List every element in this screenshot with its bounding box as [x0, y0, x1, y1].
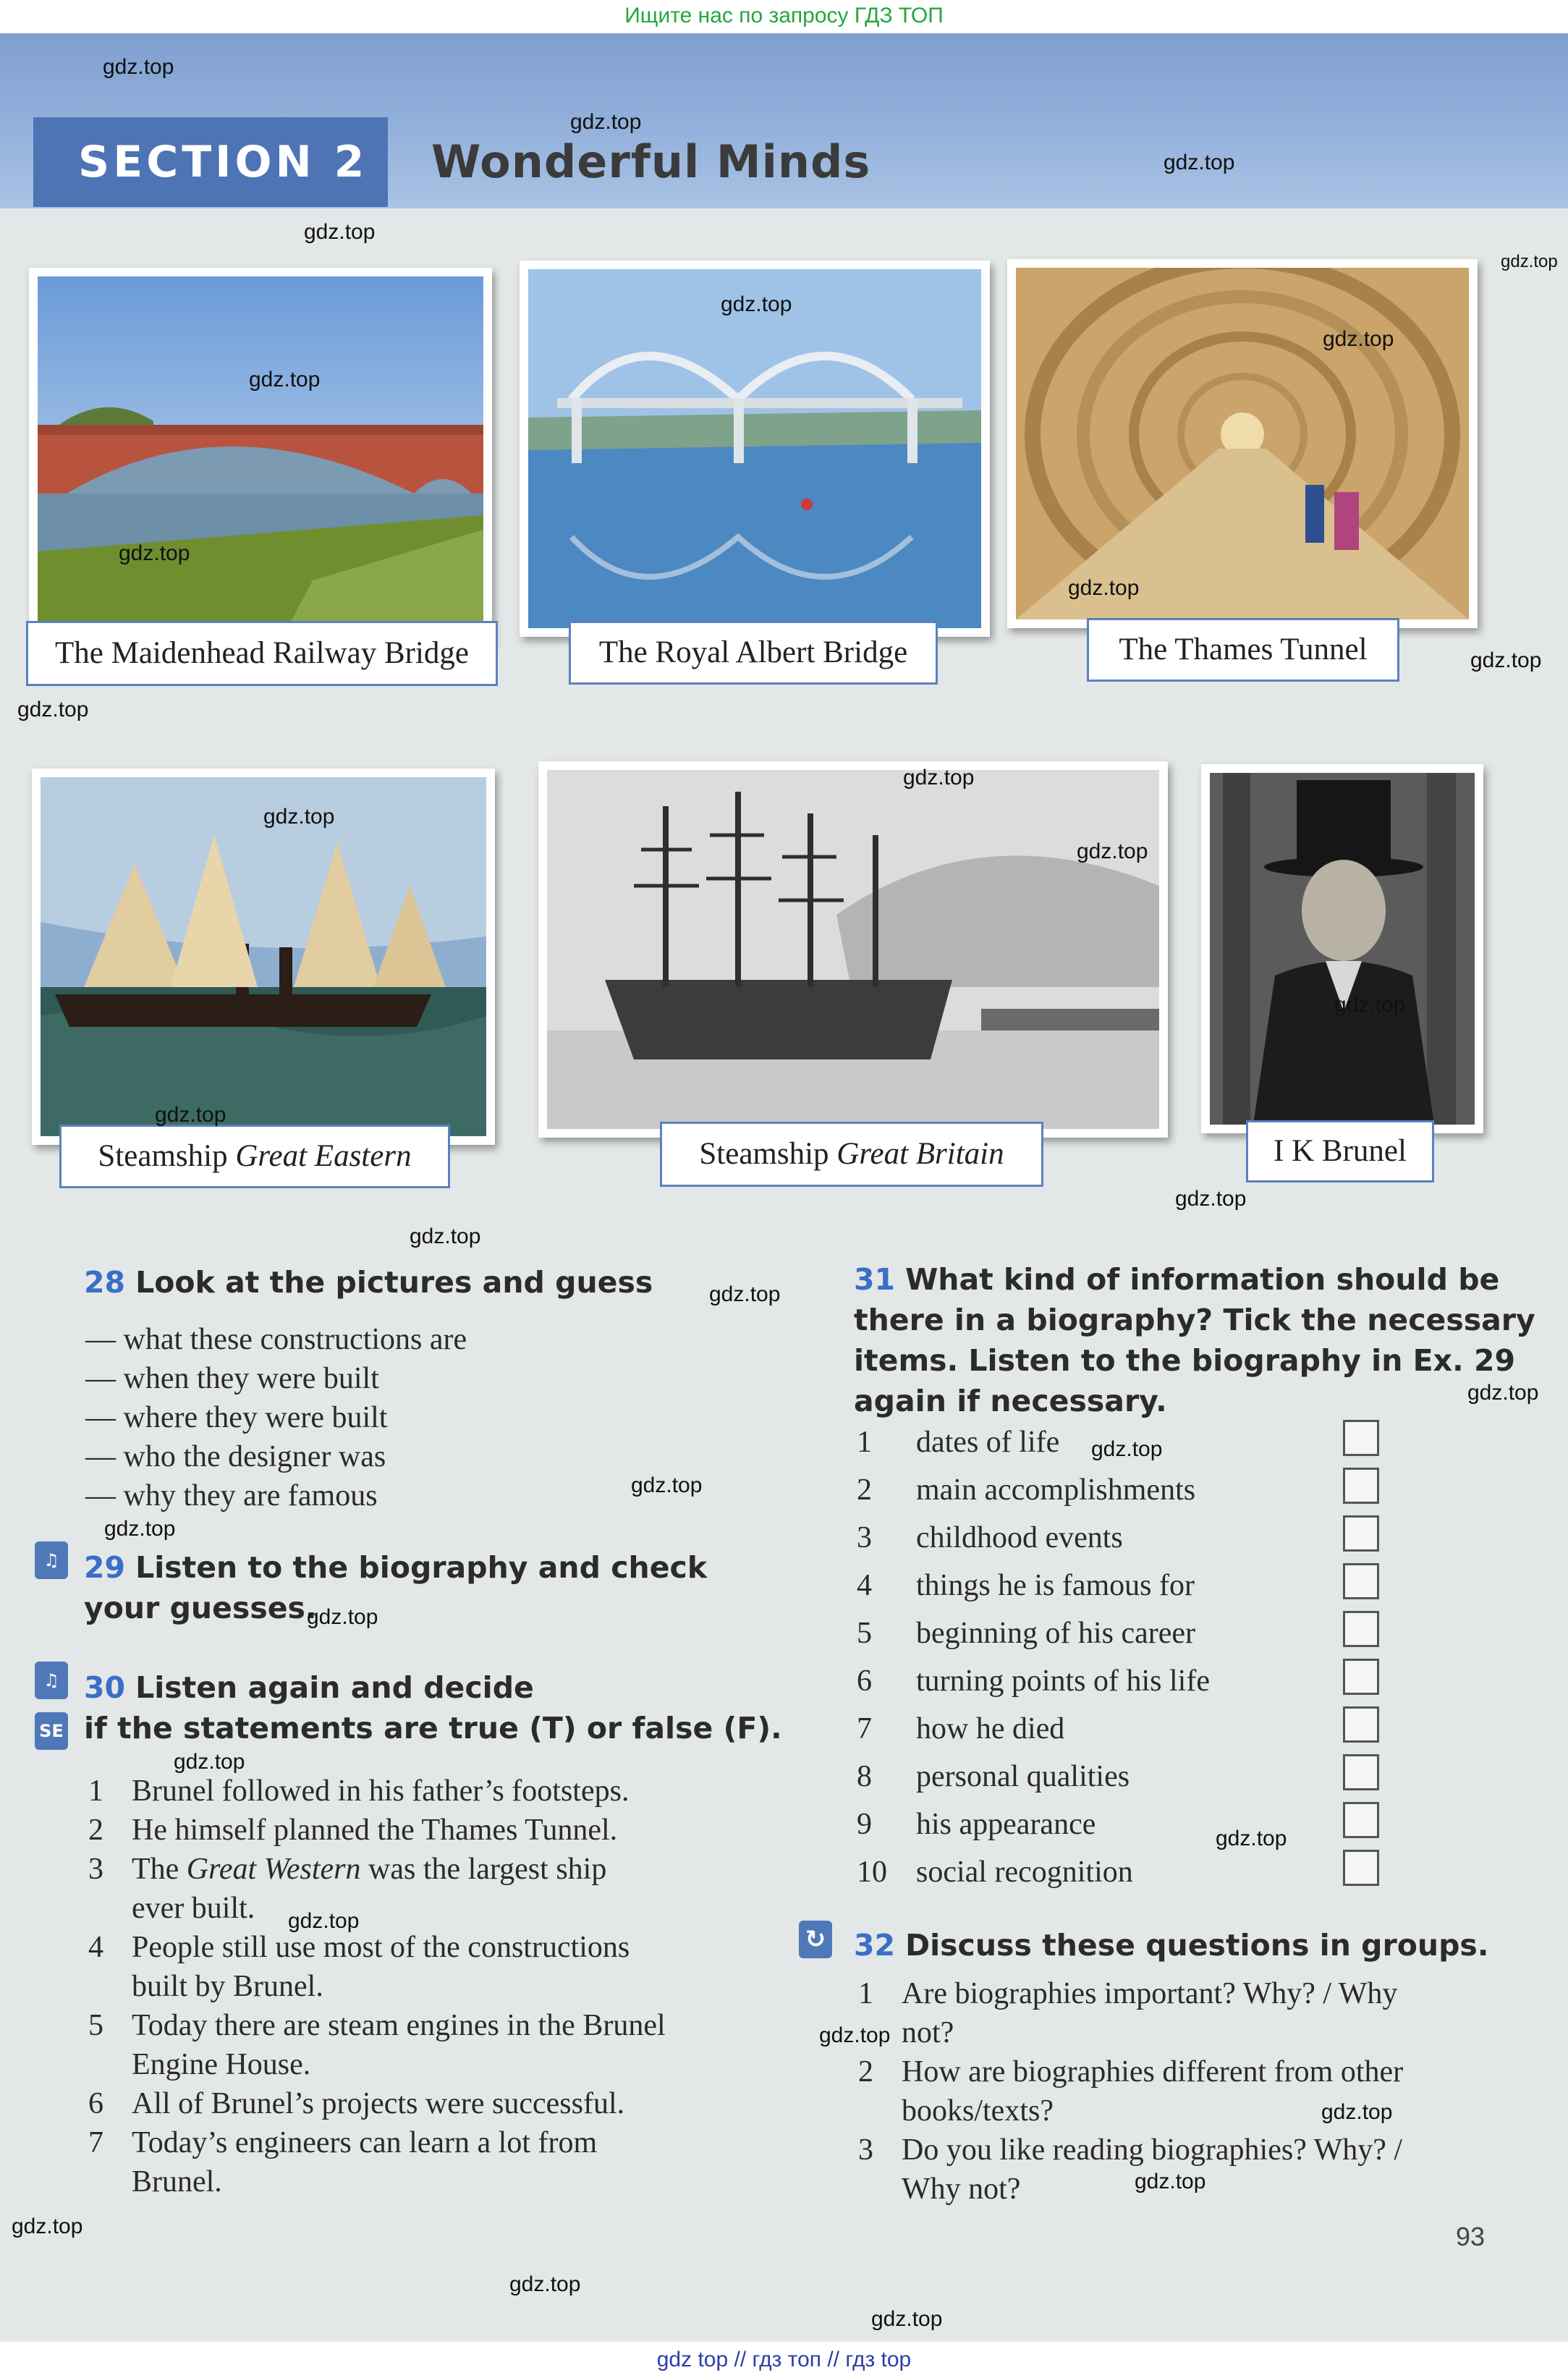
watermark: gdz.top [903, 766, 975, 790]
ex31-item [857, 1515, 1392, 1563]
watermark: gdz.top [721, 292, 792, 316]
ex32-item-text: How are biographies different from other [902, 2055, 1404, 2089]
ex31-item-text: things he is famous for [916, 1569, 1195, 1602]
ex30-item-text-pre: The [132, 1853, 187, 1886]
watermark: gdz.top [1091, 1437, 1163, 1461]
ex31-title [854, 1259, 1535, 1421]
ex30-item-continued [88, 1889, 725, 1928]
ex30-item-text-post: was the largest ship [360, 1853, 607, 1886]
ex31-item-number: 7 [857, 1712, 872, 1746]
watermark: gdz.top [1470, 648, 1542, 672]
ex30-item-number: 7 [88, 2126, 103, 2159]
watermark: gdz.top [1321, 2100, 1393, 2124]
watermark: gdz.top [819, 2023, 891, 2047]
ex30-item [88, 1772, 725, 1811]
watermark: gdz.top [1467, 1381, 1539, 1405]
ex31-title-line: there in a biography? Tick the necessary [854, 1303, 1535, 1337]
ex31-item-number: 4 [857, 1569, 872, 1602]
ex32-item-text: books/texts? [902, 2094, 1054, 2128]
great-britain-engraving [538, 761, 1168, 1138]
ex29-title [84, 1547, 707, 1628]
ex30-item-text: People still use most of the constructions [132, 1931, 630, 1964]
maidenhead-bridge-photo [29, 268, 492, 644]
ex30-title-line2: if the statements are true (T) or false (F). [84, 1711, 782, 1746]
ex30-number: 30 [84, 1670, 126, 1705]
ex28-title [84, 1262, 653, 1303]
ex31-item-number: 2 [857, 1473, 872, 1507]
section-title: Wonderful Minds [431, 135, 871, 188]
ex30-item [88, 1811, 725, 1850]
ex32-title-text: Discuss these questions in groups. [905, 1928, 1489, 1963]
ex31-item-text: childhood events [916, 1521, 1123, 1554]
ex30-item-text: Today there are steam engines in the Brunel [132, 2009, 666, 2042]
ex31-checkbox[interactable] [1343, 1802, 1379, 1838]
watermark: gdz.top [17, 698, 89, 722]
watermark: gdz.top [709, 1282, 781, 1306]
ex31-item-text: turning points of his life [916, 1664, 1210, 1698]
ex30-item [88, 1928, 725, 1967]
ex30-item-number: 1 [88, 1774, 103, 1808]
ex31-checkbox[interactable] [1343, 1754, 1379, 1790]
ex28-list [85, 1320, 679, 1515]
headphones-icon: ♫ [35, 1662, 68, 1699]
ex32-item-continued [858, 2013, 1489, 2052]
ex31-item [857, 1802, 1392, 1850]
watermark: gdz.top [249, 368, 321, 392]
royal-albert-bridge-photo [520, 261, 990, 637]
ex31-item-number: 6 [857, 1664, 872, 1698]
ex30-item-text: Brunel. [132, 2165, 222, 2199]
watermark: gdz.top [307, 1605, 378, 1629]
ex31-checkbox[interactable] [1343, 1706, 1379, 1743]
caption-great-eastern-name: Great Eastern [235, 1139, 412, 1173]
ex31-checkbox[interactable] [1343, 1659, 1379, 1695]
watermark: gdz.top [1216, 1827, 1287, 1850]
ex32-item-text: not? [902, 2016, 954, 2049]
ex29-number: 29 [84, 1550, 126, 1585]
watermark: gdz.top [410, 1224, 481, 1248]
ex31-item [857, 1563, 1392, 1611]
caption-maidenhead: The Maidenhead Railway Bridge [26, 621, 498, 686]
ex30-item-continued [88, 2162, 725, 2201]
ex31-item-text: main accomplishments [916, 1473, 1196, 1507]
ex28-number: 28 [84, 1265, 126, 1300]
ex31-checkbox[interactable] [1343, 1420, 1379, 1456]
ex32-item-number: 3 [858, 2133, 873, 2167]
ex30-item-text: Today’s engineers can learn a lot from [132, 2126, 598, 2159]
watermark: gdz.top [1323, 327, 1394, 351]
caption-great-eastern-prefix: Steamship [98, 1139, 236, 1173]
ex31-item [857, 1754, 1392, 1802]
ex31-item-text: social recognition [916, 1856, 1133, 1889]
ex30-item-continued [88, 1967, 725, 2006]
watermark: gdz.top [155, 1103, 226, 1127]
watermark: gdz.top [104, 1517, 176, 1541]
ex30-item-text: He himself planned the Thames Tunnel. [132, 1814, 618, 1847]
ex30-list [88, 1772, 725, 2201]
ex31-item-text: dates of life [916, 1426, 1060, 1459]
ex30-item-number: 3 [88, 1853, 103, 1886]
ex30-item [88, 2123, 725, 2162]
watermark: gdz.top [263, 805, 335, 829]
ex31-checkbox[interactable] [1343, 1515, 1379, 1552]
ex30-item-number: 5 [88, 2009, 103, 2042]
watermark: gdz.top [570, 110, 642, 134]
ex31-checkbox[interactable] [1343, 1611, 1379, 1647]
ex28-item: — why they are famous [85, 1479, 378, 1512]
watermark: gdz.top [1068, 576, 1140, 600]
watermark: gdz.top [1077, 839, 1148, 863]
ex31-number: 31 [854, 1262, 896, 1297]
ex31-item-number: 8 [857, 1760, 872, 1793]
watermark: gdz.top [1501, 252, 1558, 271]
caption-thames-tunnel: The Thames Tunnel [1087, 618, 1399, 682]
ex32-title [854, 1925, 1488, 1966]
watermark: gdz.top [12, 2214, 83, 2238]
watermark: gdz.top [103, 55, 174, 79]
ex31-item-text: his appearance [916, 1808, 1096, 1841]
watermark: gdz.top [1164, 151, 1235, 174]
ex32-item-text: Why not? [902, 2172, 1021, 2206]
ex32-item-number: 1 [858, 1977, 873, 2010]
watermark: gdz.top [288, 1909, 360, 1933]
ex31-item-text: how he died [916, 1712, 1065, 1746]
ex30-item-ship-name: Great Western [186, 1853, 361, 1886]
ex32-number: 32 [854, 1928, 896, 1963]
headphones-icon: ♫ [35, 1541, 68, 1579]
ex31-item [857, 1850, 1392, 1897]
ex31-item-text: personal qualities [916, 1760, 1130, 1793]
ex31-item-number: 9 [857, 1808, 872, 1841]
watermark: gdz.top [509, 2272, 581, 2296]
ex30-item [88, 2084, 725, 2123]
ex30-title [84, 1667, 782, 1748]
ex32-item [858, 1974, 1489, 2013]
caption-great-britain-name: Great Britain [836, 1137, 1004, 1171]
ex30-item-text [132, 1850, 725, 1889]
watermark: gdz.top [119, 541, 190, 565]
ex31-item [857, 1611, 1392, 1659]
ex31-item-number: 3 [857, 1521, 872, 1554]
ex30-item-text: Engine House. [132, 2048, 311, 2081]
watermark: gdz.top [871, 2307, 943, 2331]
ex31-item-number: 10 [857, 1856, 887, 1889]
section-label: SECTION 2 [33, 117, 388, 207]
ex30-title-line1: Listen again and decide [135, 1670, 534, 1705]
caption-great-britain [660, 1122, 1043, 1187]
ex30-item-number: 6 [88, 2087, 103, 2120]
ex32-item-text: Do you like reading biographies? Why? / [902, 2133, 1403, 2167]
ex31-item-number: 1 [857, 1426, 872, 1459]
ex30-item [88, 2006, 725, 2045]
ex30-item-number: 2 [88, 1814, 103, 1847]
ex32-item-number: 2 [858, 2055, 873, 2089]
watermark: gdz.top [1135, 2170, 1206, 2193]
ex32-item-text: Are biographies important? Why? / Why [902, 1977, 1398, 2010]
ex31-checkbox[interactable] [1343, 1850, 1379, 1886]
top-banner[interactable]: Ищите нас по запросу ГДЗ ТОП [0, 0, 1568, 33]
caption-brunel: I K Brunel [1246, 1120, 1434, 1182]
ex31-item [857, 1706, 1392, 1754]
ex31-item [857, 1468, 1392, 1515]
ex30-item-text: All of Brunel’s projects were successful. [132, 2087, 625, 2120]
watermark: gdz.top [631, 1473, 703, 1497]
ex28-item: — who the designer was [85, 1440, 386, 1473]
ex32-item [858, 2131, 1489, 2170]
ex30-item-continued [88, 2045, 725, 2084]
watermark: gdz.top [304, 220, 376, 244]
group-discussion-icon: ↻ [799, 1921, 832, 1958]
ex28-title-text: Look at the pictures and guess [135, 1265, 653, 1300]
watermark: gdz.top [1175, 1187, 1247, 1211]
ex31-item [857, 1659, 1392, 1706]
watermark: gdz.top [174, 1750, 245, 1774]
ex31-item-number: 5 [857, 1617, 872, 1650]
se-icon: SE [35, 1712, 68, 1750]
ex29-title-line2: your guesses. [84, 1591, 317, 1625]
ex28-item: — where they were built [85, 1401, 388, 1434]
ex31-checkbox[interactable] [1343, 1468, 1379, 1504]
ex31-title-line: again if necessary. [854, 1384, 1167, 1418]
ex28-item: — what these constructions are [85, 1323, 467, 1356]
ex32-item [858, 2052, 1489, 2091]
ex30-item [88, 1850, 725, 1889]
watermark: gdz.top [1334, 993, 1406, 1017]
ex30-item-number: 4 [88, 1931, 103, 1964]
ex31-checkbox[interactable] [1343, 1563, 1379, 1599]
caption-great-eastern [59, 1125, 450, 1188]
ex30-item-text: ever built. [132, 1892, 255, 1925]
caption-great-britain-prefix: Steamship [699, 1137, 837, 1171]
ex30-item-text: built by Brunel. [132, 1970, 323, 2003]
ex32-item-continued [858, 2091, 1489, 2131]
ex31-checklist [857, 1420, 1392, 1897]
ex29-title-line1: Listen to the biography and check [135, 1550, 708, 1585]
ex28-item: — when they were built [85, 1362, 379, 1395]
page-number: 93 [1456, 2222, 1486, 2251]
ex31-title-line: What kind of information should be [905, 1262, 1500, 1297]
ex30-item-text: Brunel followed in his father’s footsteps. [132, 1774, 630, 1808]
ex31-title-line: items. Listen to the biography in Ex. 29 [854, 1343, 1516, 1378]
thames-tunnel-illustration [1007, 259, 1478, 628]
caption-royal-albert: The Royal Albert Bridge [569, 621, 938, 685]
bottom-banner[interactable]: gdz top // гдз топ // гдз top [0, 2342, 1568, 2378]
brunel-portrait [1201, 764, 1483, 1133]
ex31-item-text: beginning of his career [916, 1617, 1196, 1650]
